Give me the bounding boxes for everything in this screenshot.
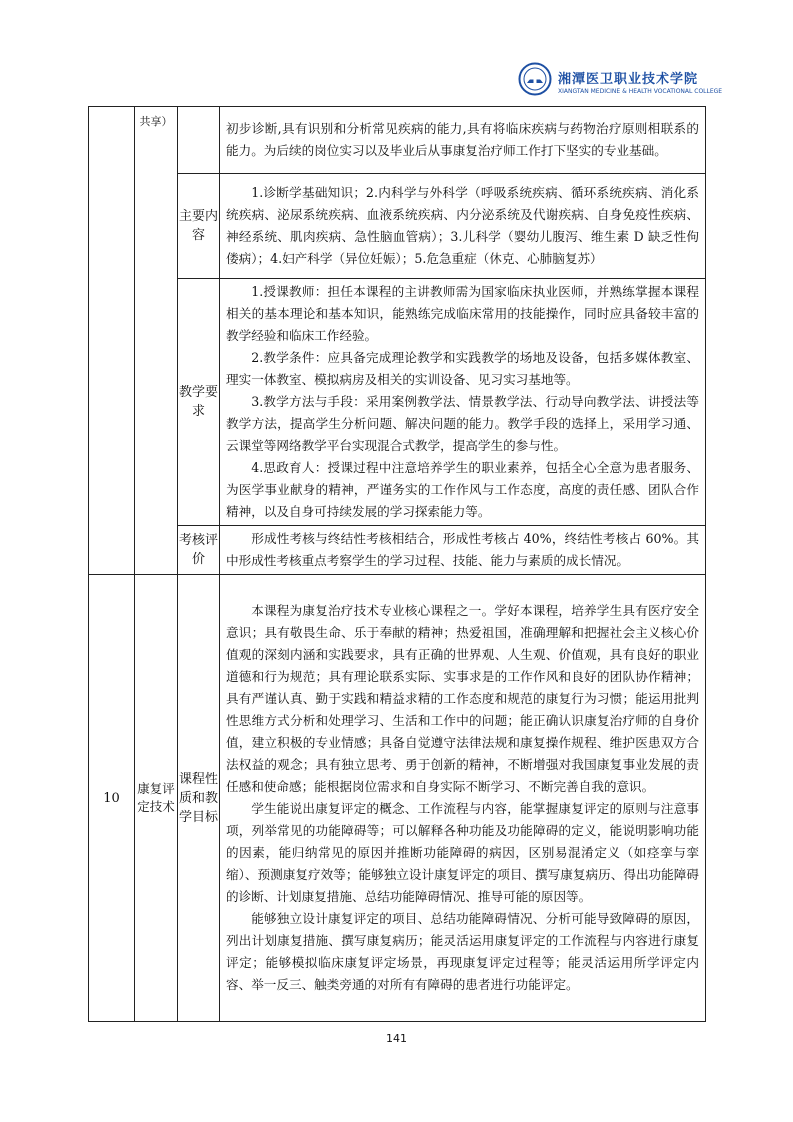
college-name: 湘潭医卫职业技术学院 bbox=[558, 72, 699, 87]
nature-paragraph: 本课程为康复治疗技术专业核心课程之一。学好本课程，培养学生具有医疗安全意识；具有敬畏生命、乐于奉献的精神；热爱祖国，准确理解和把握社会主义核心价值观的深刻内涵和实践要求，具有正确的世界观、人生观、价值观，具有良好的职业道德和行为规范；具有理论联系实际、实事求是的工作作风和良好的团队协作精神；具有严谨认真、勤于实践和精益求精的工作态度和规范的康复行为习惯；能运用批判性思维方式分析和处理学习、生活和工作中的问题；能正确认识康复治疗师的自身价值，建立积极的专业情感；具备自觉遵守法律法规和康复操作规程、维护医患双方合法权益的观念；具有独立思考、勇于创新的精神，不断增强对我国康复事业发展的责任感和使命感；能根据岗位需求和自身实际不断学习、不断完善自我的意识。 bbox=[226, 603, 699, 794]
teaching-req-label: 教学要求 bbox=[178, 279, 220, 526]
teaching-req-item: 2.教学条件：应具备完成理论教学和实践教学的场地及设备，包括多媒体教室、理实一体教室、模拟病房及相关的实训设备、见习实习基地等。 bbox=[226, 350, 699, 387]
teaching-req-item: 4.思政育人：授课过程中注意培养学生的职业素养，包括全心全意为患者服务、为医学事业献身的精神，严谨务实的工作作风与工作态度，高度的责任感、团队合作精神，以及自身可持续发展的学习探索能力等。 bbox=[226, 460, 699, 519]
prev-intro-text: 初步诊断,具有识别和分析常见疾病的能力,具有将临床疾病与药物治疗原则相联系的能力。为后续的岗位实习以及毕业后从事康复治疗师工作打下坚实的专业基础。 bbox=[226, 121, 699, 158]
prev-course-name-cell bbox=[135, 107, 178, 575]
main-content-cell bbox=[220, 174, 706, 279]
table-row bbox=[89, 575, 706, 1022]
table-row bbox=[89, 174, 706, 279]
course-number: 10 bbox=[89, 575, 135, 1022]
assessment-label: 考核评价 bbox=[178, 526, 220, 575]
college-emblem-icon bbox=[518, 62, 552, 96]
prev-label-cell bbox=[178, 107, 220, 174]
table-row bbox=[89, 107, 706, 174]
nature-label: 课程性质和教学目标 bbox=[178, 575, 220, 1022]
page-number: 141 bbox=[386, 1032, 407, 1045]
assessment-text: 形成性考核与终结性考核相结合，形成性考核占 40%，终结性考核占 60%。其中形成性考核重点考察学生的学习过程、技能、能力与素质的成长情况。 bbox=[226, 531, 699, 568]
table-row bbox=[89, 526, 706, 575]
nature-paragraph: 能够独立设计康复评定的项目、总结功能障碍情况、分析可能导致障碍的原因，列出计划康复措施、撰写康复病历；能灵活运用康复评定的工作流程与内容进行康复评定；能够模拟临床康复评定场景，再现康复评定过程等；能灵活运用所学评定内容、举一反三、触类旁通的对所有有障碍的患者进行功能评定。 bbox=[226, 911, 699, 992]
main-content-text: 1.诊断学基础知识；2.内科学与外科学（呼吸系统疾病、循环系统疾病、消化系统疾病、泌尿系统疾病、血液系统疾病、内分泌系统及代谢疾病、自身免疫性疾病、神经系统、肌肉疾病、急性脑血管病）；3.儿科学（婴幼儿腹泻、维生素 D 缺乏性佝偻病）；4.妇产科学（异位妊娠）；5.危急重症（休克、心肺脑复苏） bbox=[226, 185, 699, 266]
nature-paragraph: 学生能说出康复评定的概念、工作流程与内容，能掌握康复评定的原则与注意事项，列举常见的功能障碍等；可以解释各种功能及功能障碍的定义，能说明影响功能的因素，能归纳常见的原因并推断功能障碍的病因，区别易混淆定义（如痉挛与挛缩）、预测康复疗效等；能够独立设计康复评定的项目、撰写康复病历、得出功能障碍的诊断、计划康复措施、总结功能障碍情况、推导可能的原因等。 bbox=[226, 801, 699, 904]
prev-course-number-cell bbox=[89, 107, 135, 575]
main-content-label: 主要内容 bbox=[178, 174, 220, 279]
college-name-en: XIANGTAN MEDICINE & HEALTH VOCATIONAL COLLEGE bbox=[558, 88, 723, 95]
nature-cell bbox=[220, 575, 706, 1022]
course-table bbox=[88, 106, 706, 1022]
assessment-cell bbox=[220, 526, 706, 575]
teaching-req-item: 1.授课教师：担任本课程的主讲教师需为国家临床执业医师，并熟练掌握本课程相关的基本理论和基本知识，能熟练完成临床常用的技能操作，同时应具备较丰富的教学经验和临床工作经验。 bbox=[226, 284, 699, 343]
table-row bbox=[89, 279, 706, 526]
teaching-req-cell bbox=[220, 279, 706, 526]
course-name: 康复评定技术 bbox=[135, 575, 178, 1022]
shared-label: 共享） bbox=[139, 115, 173, 128]
college-logo bbox=[518, 62, 723, 106]
prev-intro-cell bbox=[220, 107, 706, 174]
teaching-req-item: 3.教学方法与手段：采用案例教学法、情景教学法、行动导向教学法、讲授法等教学方法，提高学生分析问题、解决问题的能力。教学手段的选择上，采用学习通、云课堂等网络教学平台实现混合式教学，提高学生的参与性。 bbox=[226, 394, 699, 453]
